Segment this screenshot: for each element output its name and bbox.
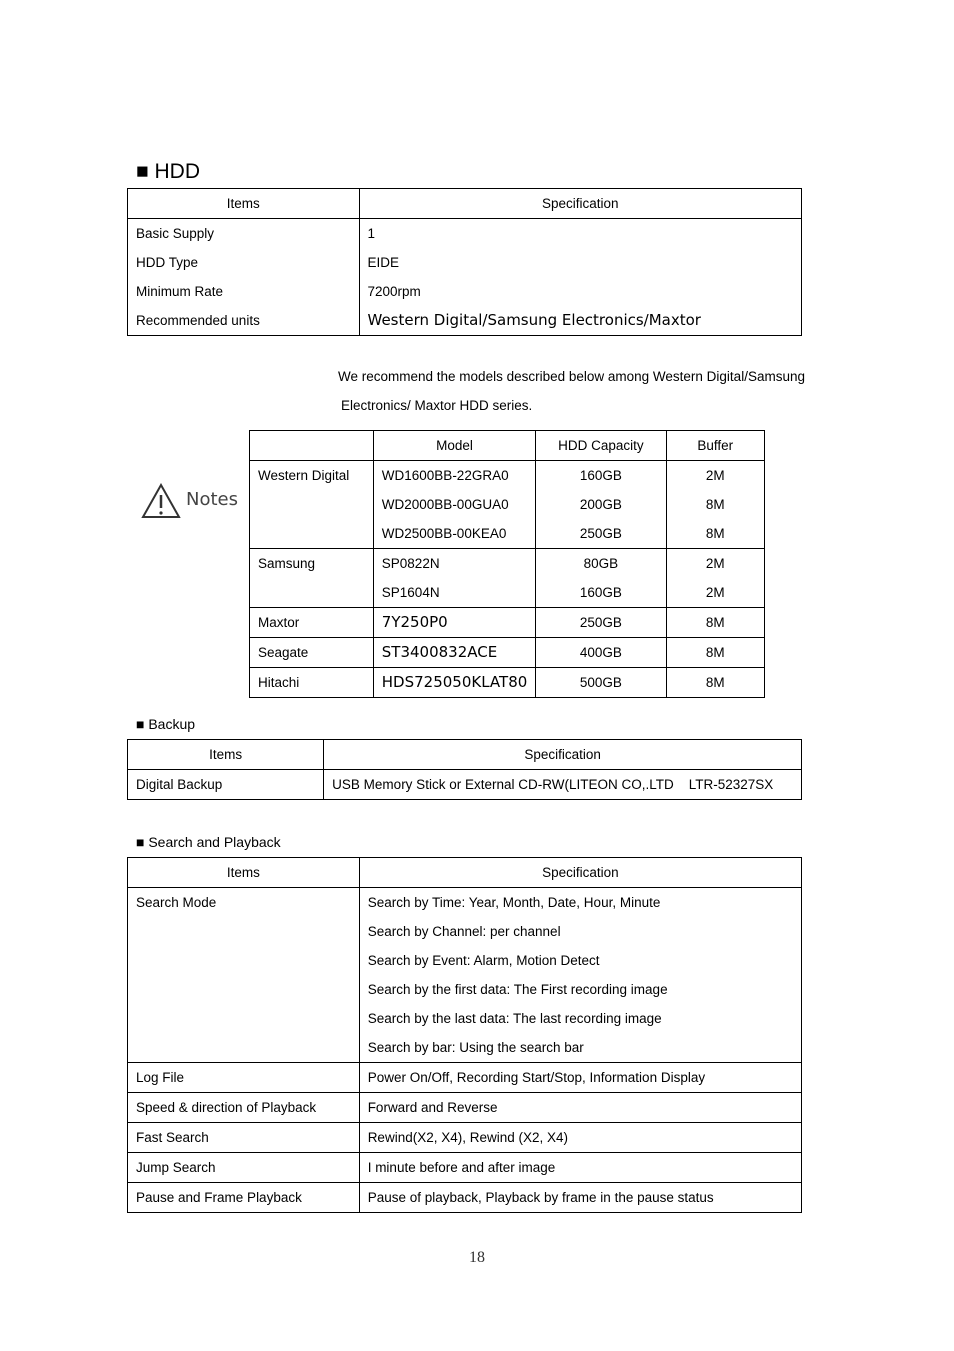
brand-name: Hitachi (258, 675, 300, 690)
search-spec: Rewind(X2, X4), Rewind (X2, X4) (367, 1130, 569, 1145)
hdd-col-items: Items (128, 189, 360, 219)
hdd-item: Minimum Rate (136, 284, 224, 299)
brand-row-western-digital (250, 461, 765, 549)
model-buffer: 8M (705, 675, 725, 690)
backup-item: Digital Backup (136, 777, 223, 792)
search-row (128, 1153, 802, 1183)
model-capacity: 80GB (583, 556, 619, 571)
search-row (128, 1063, 802, 1093)
hdd-col-spec: Specification (359, 189, 802, 219)
recommend-line-2: Electronics/ Maxtor HDD series. (341, 398, 533, 413)
search-row (128, 1093, 802, 1123)
model-buffer: 8M (705, 615, 725, 630)
search-mode-spec: Search by Event: Alarm, Motion Detect (367, 953, 600, 968)
search-mode-spec: Search by bar: Using the search bar (367, 1040, 584, 1055)
hdd-spec: 7200rpm (367, 284, 421, 299)
hdd-item: Recommended units (136, 313, 260, 328)
brand-row-maxtor (250, 608, 765, 638)
model-capacity: 160GB (579, 585, 622, 600)
model-name: SP1604N (381, 585, 440, 600)
search-row (128, 1183, 802, 1213)
models-col-brand (250, 431, 374, 461)
search-row (128, 1123, 802, 1153)
models-col-buffer: Buffer (666, 431, 764, 461)
search-col-items: Items (128, 858, 360, 888)
brand-name: Seagate (258, 645, 309, 660)
search-item: Pause and Frame Playback (136, 1190, 302, 1205)
search-item: Speed & direction of Playback (136, 1100, 317, 1115)
search-mode-row (128, 888, 802, 1063)
model-buffer: 8M (705, 526, 725, 541)
search-col-spec: Specification (359, 858, 801, 888)
model-capacity: 250GB (579, 526, 622, 541)
hdd-items-cell (128, 219, 360, 336)
search-mode-spec: Search by the last data: The last recording image (367, 1011, 662, 1026)
models-col-model: Model (373, 431, 536, 461)
model-capacity: 160GB (579, 468, 622, 483)
model-name: ST3400832ACE (381, 643, 498, 661)
backup-col-items: Items (128, 740, 324, 770)
model-capacity: 200GB (579, 497, 622, 512)
model-name: 7Y250P0 (381, 613, 448, 631)
warning-triangle-icon (141, 483, 181, 519)
hdd-item: Basic Supply (136, 226, 215, 241)
page-number: 18 (469, 1249, 485, 1266)
search-item: Search Mode (136, 895, 217, 910)
search-heading: ■ Search and Playback (136, 834, 281, 850)
model-name: WD2000BB-00GUA0 (381, 497, 509, 512)
search-spec: Forward and Reverse (367, 1100, 498, 1115)
hdd-table (127, 188, 802, 336)
brand-name: Samsung (258, 556, 316, 571)
brand-row-hitachi (250, 668, 765, 698)
hdd-spec-cell (359, 219, 802, 336)
search-spec: I minute before and after image (367, 1160, 556, 1175)
models-table (249, 430, 765, 698)
model-capacity: 500GB (579, 675, 622, 690)
search-table (127, 857, 802, 1213)
backup-col-spec: Specification (324, 740, 802, 770)
model-name: HDS725050KLAT80 (381, 673, 528, 691)
hdd-spec: EIDE (367, 255, 400, 270)
model-buffer: 2M (705, 585, 725, 600)
search-spec: Power On/Off, Recording Start/Stop, Information Display (367, 1070, 706, 1085)
brand-row-seagate (250, 638, 765, 668)
models-col-capacity: HDD Capacity (536, 431, 666, 461)
hdd-item: HDD Type (136, 255, 199, 270)
model-name: SP0822N (381, 556, 440, 571)
recommend-line-1: We recommend the models described below among Western Digital/Samsung (338, 369, 805, 384)
notes-badge (141, 483, 241, 519)
search-item: Jump Search (136, 1160, 216, 1175)
model-buffer: 2M (705, 556, 725, 571)
brand-row-samsung (250, 549, 765, 608)
model-buffer: 8M (705, 497, 725, 512)
model-name: WD2500BB-00KEA0 (381, 526, 507, 541)
hdd-spec: Western Digital/Samsung Electronics/Maxtor (367, 311, 701, 329)
model-buffer: 8M (705, 645, 725, 660)
model-capacity: 400GB (579, 645, 622, 660)
model-capacity: 250GB (579, 615, 622, 630)
brand-name: Maxtor (258, 615, 300, 630)
hdd-heading: ■ HDD (136, 160, 201, 183)
search-item: Log File (136, 1070, 185, 1085)
brand-name: Western Digital (258, 468, 350, 483)
model-name: WD1600BB-22GRA0 (381, 468, 509, 483)
search-spec: Pause of playback, Playback by frame in the pause status (367, 1190, 714, 1205)
backup-heading: ■ Backup (136, 716, 196, 732)
notes-label: Notes (186, 489, 238, 510)
backup-table (127, 739, 802, 800)
search-item: Fast Search (136, 1130, 209, 1145)
hdd-spec: 1 (367, 226, 376, 241)
search-mode-spec: Search by Channel: per channel (367, 924, 561, 939)
search-mode-spec: Search by the first data: The First recording image (367, 982, 668, 997)
search-mode-spec: Search by Time: Year, Month, Date, Hour, Minute (367, 895, 661, 910)
model-buffer: 2M (705, 468, 725, 483)
backup-spec: USB Memory Stick or External CD-RW(LITEON CO,.LTD LTR-52327SX (332, 777, 774, 792)
